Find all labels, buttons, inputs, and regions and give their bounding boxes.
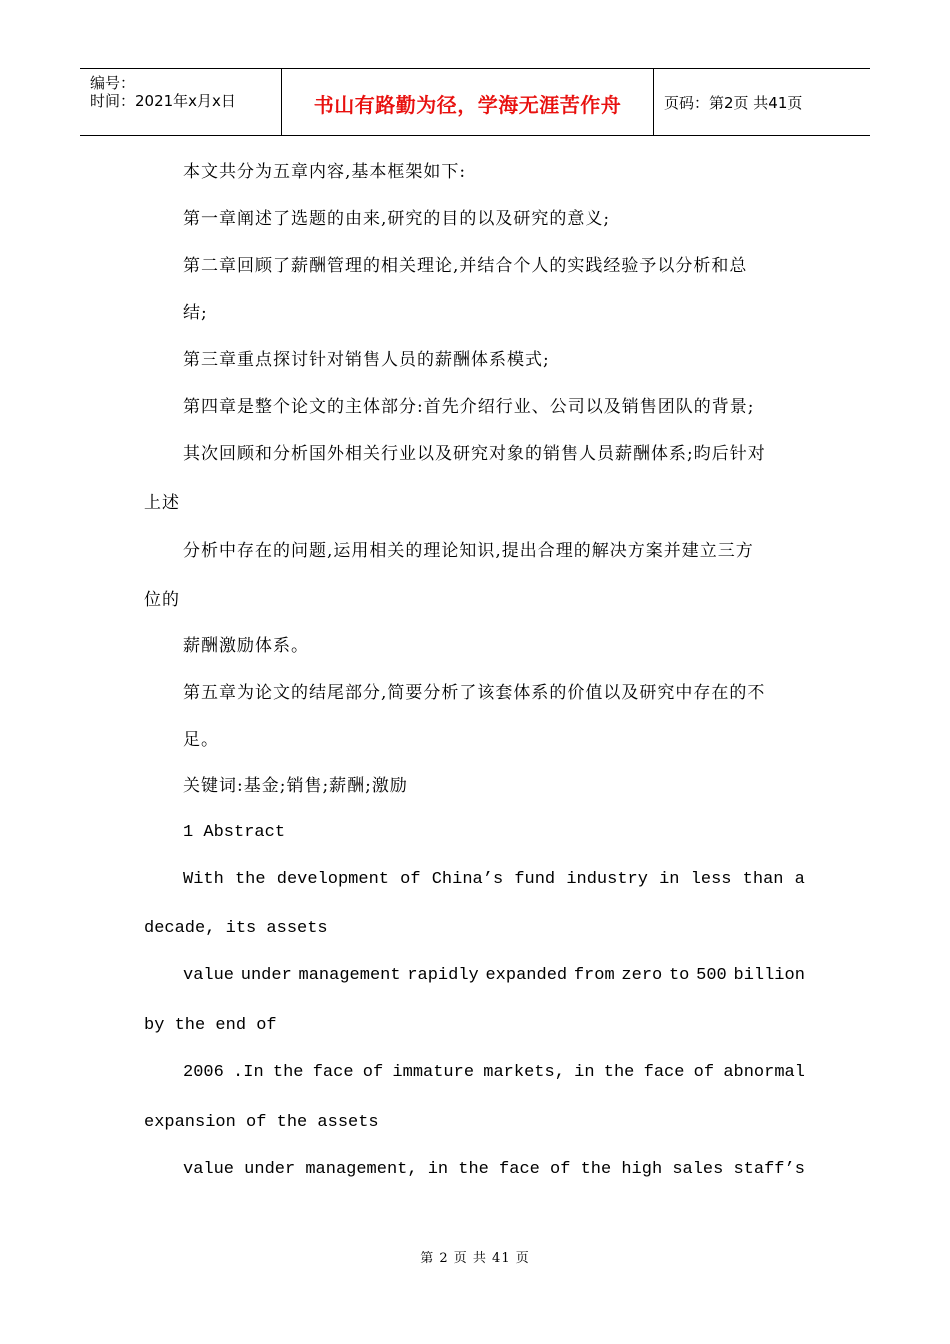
- paragraph-line: decade, its assets: [144, 919, 328, 938]
- keywords-line: 关键词:基金;销售;薪酬;激励: [183, 776, 408, 796]
- header-meta-cell: [80, 69, 282, 135]
- word: industry: [566, 870, 648, 889]
- word: rapidly: [407, 966, 479, 985]
- word: immature: [392, 1063, 475, 1082]
- word: high: [621, 1160, 663, 1179]
- word: management,: [305, 1160, 418, 1179]
- paragraph-line: 第四章是整个论文的主体部分:首先介绍行业、公司以及销售团队的背景;: [183, 397, 755, 417]
- paragraph-line-justified: [183, 870, 805, 890]
- word: 500: [696, 966, 727, 985]
- page-footer: 第 2 页 共 41 页: [420, 1251, 530, 1266]
- word: from: [573, 966, 615, 985]
- paragraph-line-justified: [183, 966, 805, 986]
- word: a: [794, 870, 805, 889]
- word: development: [276, 870, 389, 889]
- paragraph-line: 第二章回顾了薪酬管理的相关理论,并结合个人的实践经验予以分析和总: [183, 256, 748, 276]
- word: zero: [621, 966, 663, 985]
- paragraph-line: 位的: [144, 590, 180, 610]
- word: of: [693, 1063, 715, 1082]
- word: face: [499, 1160, 540, 1179]
- document-number-label: 编号：: [90, 74, 136, 92]
- paragraph-line: 足。: [183, 730, 219, 750]
- paragraph-line-justified: [183, 1160, 805, 1180]
- paragraph-line: 第三章重点探讨针对销售人员的薪酬体系模式;: [183, 350, 550, 370]
- document-date-label: 时间：2021年x月x日: [90, 92, 236, 110]
- paragraph-line: expansion of the assets: [144, 1113, 379, 1132]
- word: the: [580, 1160, 612, 1179]
- paragraph-line: by the end of: [144, 1016, 277, 1035]
- paragraph-line: 其次回顾和分析国外相关行业以及研究对象的销售人员薪酬体系;昀后针对: [183, 444, 766, 464]
- word: to: [668, 966, 690, 985]
- header-motto: 书山有路勤为径，学海无涯苦作舟: [313, 92, 622, 117]
- word: staff’s: [733, 1160, 805, 1179]
- paragraph-line: 本文共分为五章内容,基本框架如下:: [183, 162, 467, 182]
- word: value: [183, 966, 235, 985]
- word: face: [643, 1063, 685, 1082]
- word: markets,: [483, 1063, 565, 1082]
- paragraph-line: 上述: [144, 493, 180, 513]
- header-motto-cell: [282, 69, 654, 135]
- paragraph-line: 分析中存在的问题,运用相关的理论知识,提出合理的解决方案并建立三方: [183, 541, 754, 561]
- paragraph-line-justified: [183, 1063, 805, 1083]
- word: abnormal: [723, 1063, 805, 1082]
- word: billion: [733, 966, 805, 985]
- word: fund: [514, 870, 556, 889]
- word: the: [234, 870, 266, 889]
- word: under: [244, 1160, 296, 1179]
- word: China’s: [431, 870, 504, 889]
- paragraph-line: 薪酬激励体系。: [183, 636, 309, 656]
- word: the: [272, 1063, 304, 1082]
- word: of: [400, 870, 421, 889]
- word: .In: [233, 1063, 264, 1082]
- word: in: [659, 870, 680, 889]
- paragraph-line: 第五章为论文的结尾部分,简要分析了该套体系的价值以及研究中存在的不: [183, 683, 766, 703]
- word: 2006: [183, 1063, 224, 1082]
- word: face: [312, 1063, 354, 1082]
- page-header: [80, 68, 870, 136]
- paragraph-line: 第一章阐述了选题的由来,研究的目的以及研究的意义;: [183, 209, 611, 229]
- word: in: [427, 1160, 449, 1179]
- word: the: [603, 1063, 635, 1082]
- word: of: [362, 1063, 384, 1082]
- paragraph-line: 结;: [183, 303, 208, 323]
- word: management: [298, 966, 401, 985]
- word: under: [240, 966, 292, 985]
- header-page-info: 页码：第2页 共41页: [664, 93, 803, 112]
- word: in: [574, 1063, 595, 1082]
- header-page-cell: [654, 69, 870, 135]
- word: With: [183, 870, 224, 889]
- word: the: [458, 1160, 489, 1179]
- word: expanded: [485, 966, 568, 985]
- abstract-heading: 1 Abstract: [183, 823, 286, 842]
- word: of: [550, 1160, 571, 1179]
- word: sales: [672, 1160, 724, 1179]
- word: less: [690, 870, 732, 889]
- word: value: [183, 1160, 235, 1179]
- word: than: [742, 870, 784, 889]
